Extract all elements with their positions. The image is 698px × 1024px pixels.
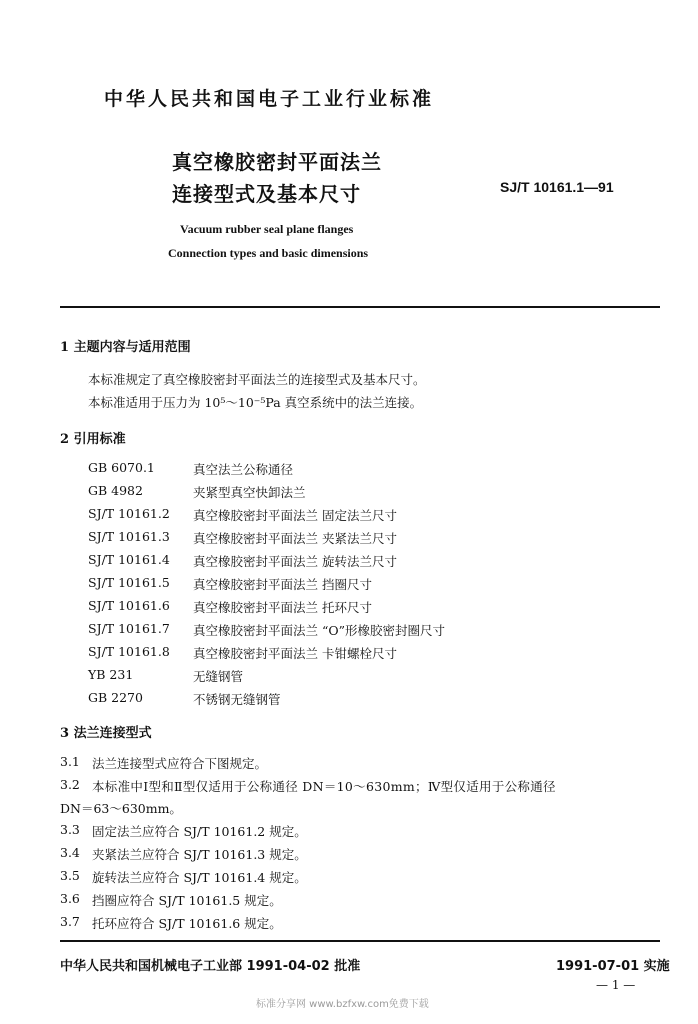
clause-text: 挡圈应符合 SJ/T 10161.5 规定。 <box>92 893 282 908</box>
clause-text: 法兰连接型式应符合下图规定。 <box>92 756 268 771</box>
clause-number: 3.3 <box>60 822 80 837</box>
reference-title: 真空橡胶密封平面法兰 卡钳螺栓尺寸 <box>193 646 397 661</box>
reference-code: YB 231 <box>88 667 134 682</box>
title-en-line2: Connection types and basic dimensions <box>168 246 369 260</box>
page-number: — 1 — <box>596 978 636 992</box>
title-en-line1: Vacuum rubber seal plane flanges <box>180 222 354 236</box>
org-title: 中华人民共和国电子工业行业标准 <box>104 88 435 110</box>
clause-number: 3.7 <box>60 914 80 929</box>
section3-heading: 3 法兰连接型式 <box>60 726 152 741</box>
reference-title: 真空橡胶密封平面法兰 旋转法兰尺寸 <box>193 554 397 569</box>
clause-text: 旋转法兰应符合 SJ/T 10161.4 规定。 <box>92 870 307 885</box>
clause-number: 3.1 <box>60 754 80 769</box>
reference-code: SJ/T 10161.4 <box>88 552 170 567</box>
watermark-text: 标准分享网 www.bzfxw.com免费下载 <box>256 999 429 1010</box>
reference-title: 真空法兰公称通径 <box>193 462 294 477</box>
header-divider <box>60 306 660 308</box>
clause-text: 本标准中Ⅰ型和Ⅱ型仅适用于公称通径 DN＝10～630mm；Ⅳ型仅适用于公称通径 <box>92 779 556 794</box>
reference-title: 真空橡胶密封平面法兰 夹紧法兰尺寸 <box>193 531 397 546</box>
clause-number: 3.6 <box>60 891 80 906</box>
reference-title: 真空橡胶密封平面法兰 挡圈尺寸 <box>193 577 372 592</box>
approval-statement: 中华人民共和国机械电子工业部 1991-04-02 批准 <box>60 959 361 974</box>
title-zh-line1: 真空橡胶密封平面法兰 <box>172 150 382 174</box>
effective-date: 1991-07-01 实施 <box>556 959 670 974</box>
reference-title: 夹紧型真空快卸法兰 <box>193 485 306 500</box>
reference-title: 不锈钢无缝钢管 <box>193 692 281 707</box>
reference-code: SJ/T 10161.7 <box>88 621 170 636</box>
reference-title: 真空橡胶密封平面法兰 托环尺寸 <box>193 600 372 615</box>
reference-title: 真空橡胶密封平面法兰 固定法兰尺寸 <box>193 508 397 523</box>
standard-code: SJ/T 10161.1—91 <box>500 179 614 195</box>
section1-para1: 本标准规定了真空橡胶密封平面法兰的连接型式及基本尺寸。 <box>88 372 426 387</box>
reference-code: GB 2270 <box>88 690 143 705</box>
reference-code: SJ/T 10161.8 <box>88 644 170 659</box>
title-zh-line2: 连接型式及基本尺寸 <box>172 182 361 206</box>
clause-number: 3.4 <box>60 845 80 860</box>
clause-text: 夹紧法兰应符合 SJ/T 10161.3 规定。 <box>92 847 307 862</box>
reference-code: SJ/T 10161.2 <box>88 506 170 521</box>
reference-code: SJ/T 10161.6 <box>88 598 170 613</box>
reference-title: 真空橡胶密封平面法兰 “O”形橡胶密封圈尺寸 <box>193 623 446 638</box>
footer-divider <box>60 940 660 942</box>
section2-heading: 2 引用标准 <box>60 432 126 447</box>
clause-continuation: DN＝63～630mm。 <box>60 801 182 816</box>
clause-text: 托环应符合 SJ/T 10161.6 规定。 <box>92 916 282 931</box>
section1-heading: 1 主题内容与适用范围 <box>60 340 191 355</box>
reference-code: GB 6070.1 <box>88 460 155 475</box>
reference-title: 无缝钢管 <box>193 669 244 684</box>
clause-text: 固定法兰应符合 SJ/T 10161.2 规定。 <box>92 824 307 839</box>
clause-number: 3.2 <box>60 777 80 792</box>
reference-code: SJ/T 10161.3 <box>88 529 170 544</box>
clause-number: 3.5 <box>60 868 80 883</box>
reference-code: GB 4982 <box>88 483 143 498</box>
section1-para2: 本标准适用于压力为 10⁵～10⁻⁵Pa 真空系统中的法兰连接。 <box>88 395 423 410</box>
reference-code: SJ/T 10161.5 <box>88 575 170 590</box>
